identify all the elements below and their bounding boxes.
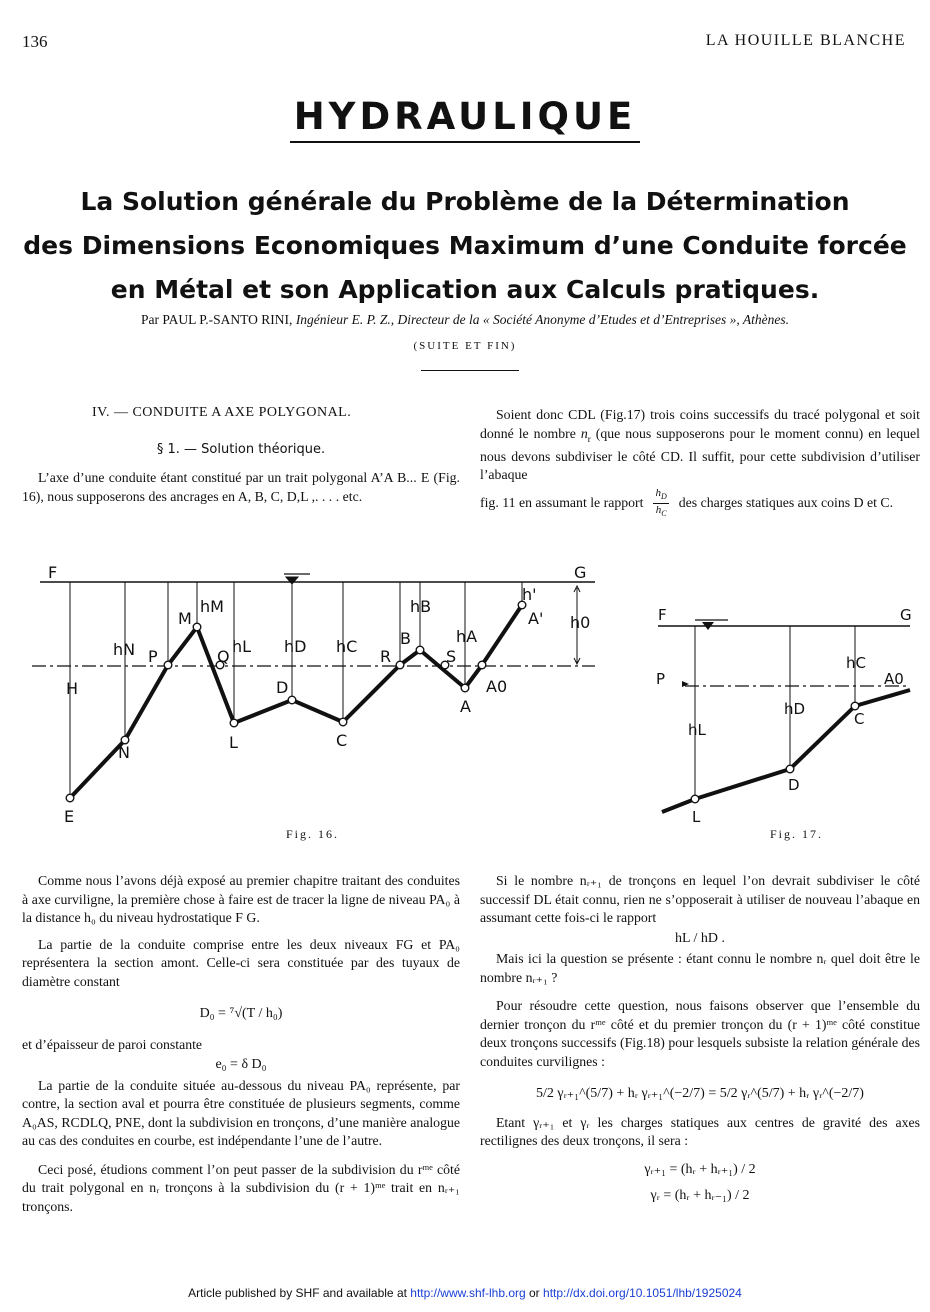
- fig16-label-G: G: [574, 563, 587, 582]
- fig16-label-A: A: [460, 697, 471, 716]
- fig16-label-F: F: [48, 563, 58, 582]
- paragraph: Etant γᵣ₊₁ et γᵣ les charges statiques aux centres de gravité des axes rectilignes des deux tronçons, il sera :: [480, 1114, 920, 1148]
- paragraph: Si le nombre nᵣ₊₁ de tronçons en lequel l’on devrait subdiviser le côté successif DL était connu, rien ne s’opposerait à utiliser de nouveau l’abaque en assumant cette fois-ci le rapport: [480, 873, 920, 925]
- fig17-label-L: L: [692, 808, 701, 826]
- fig16-label-hD: hD: [284, 637, 307, 656]
- left-column-bottom: [22, 872, 460, 1216]
- fig17-label-G: G: [900, 606, 912, 624]
- fig17-caption: Fig. 17.: [770, 827, 824, 841]
- fig16-label-S: S: [446, 647, 457, 666]
- article-title: [20, 180, 910, 312]
- fig17-label-A0: A0: [884, 670, 904, 688]
- fig16-label-D: D: [276, 678, 289, 697]
- fig16-label-hN: hN: [113, 640, 136, 659]
- footer: Article published by SHF and available at http://www.shf-lhb.org or http://dx.doi.org/10.1051/lhb/1925024: [188, 1286, 742, 1300]
- fig17-label-P: P: [656, 670, 666, 688]
- fig16-label-hC: hC: [336, 637, 358, 656]
- fig16-label-C: C: [336, 731, 348, 750]
- fig17-label-hC: hC: [846, 654, 866, 672]
- section-title: HYDRAULIQUE: [0, 95, 930, 138]
- fig16-caption: Fig. 16.: [286, 827, 340, 841]
- fig16-label-M: M: [178, 609, 192, 628]
- equation-diameter: D₀ = ⁷√(T / h₀): [199, 1006, 283, 1021]
- right-column-top: [480, 406, 920, 520]
- title-line-3: en Métal et son Application aux Calculs pratiques.: [110, 275, 820, 304]
- equation-gamma-r: γᵣ = (hᵣ + hᵣ₋₁) / 2: [650, 1188, 750, 1203]
- paragraph: L’axe d’une conduite étant constitué par un trait polygonal A’A B... E (Fig. 16), nous supposerons des ancrages en A, B, C, D,L ,. . . . etc.: [22, 470, 460, 504]
- fig16-label-Q: Q: [217, 647, 230, 666]
- fig16-label-L: L: [229, 733, 238, 752]
- subheading: § 1. — Solution théorique.: [156, 441, 326, 457]
- fig16-label-A-prime: A': [528, 609, 544, 628]
- fig16-label-P: P: [148, 647, 158, 666]
- paragraph: et d’épaisseur de paroi constante: [22, 1036, 203, 1052]
- paragraph: Mais ici la question se présente : étant connu le nombre nᵣ quel doit être le nombre nᵣ₊₁ ?: [480, 951, 920, 985]
- ratio-line: fig. 11 en assumant le rapport $h_D$ $h_C$ des charges statiques aux coins D et C.: [480, 486, 894, 519]
- paragraph: Soient donc CDL (Fig.17) trois coins successifs du tracé polygonal et soit donné le nombre $n_r$ (que nous supposerons pour le moment connu) en lequel nous devons subdiviser le côté CD. Il suffit, pour cette subdivision d’utiliser l’abaque: [480, 407, 920, 483]
- equation-thickness: e₀ = δ D₀: [215, 1057, 267, 1072]
- fig17-label-hD: hD: [784, 700, 806, 718]
- right-column-bottom: [480, 872, 920, 1206]
- paragraph: Comme nous l’avons déjà exposé au premier chapitre traitant des conduites à axe curviligne, la première chose à faire est de tracer la ligne de niveau PA₀ à la distance h₀ du niveau hydrostatique F G.: [22, 873, 460, 925]
- ratio-hl-hd: hL / hD .: [674, 930, 726, 946]
- fig16-label-R: R: [380, 647, 392, 666]
- fig16-label-A0: A0: [486, 677, 508, 696]
- fig16-label-N: N: [118, 743, 130, 762]
- fig17-label-F: F: [658, 606, 667, 624]
- title-line-1: La Solution générale du Problème de la Détermination: [80, 187, 850, 216]
- paragraph: Pour résoudre cette question, nous faisons observer que l’ensemble du dernier tronçon du rᵐᵉ côté et du premier tronçon du (r + 1)ᵐᵉ côté constitue deux tronçons successifs (Fig.18) pour lesquels subsiste la relation générale des conduites curvilignes :: [480, 998, 920, 1069]
- equation-relation: 5/2 γᵣ₊₁^(5/7) + hᵣ γᵣ₊₁^(−2/7) = 5/2 γᵣ^(5/7) + hᵣ γᵣ^(−2/7): [536, 1086, 864, 1101]
- paragraph: La partie de la conduite comprise entre les deux niveaux FG et PA₀ représentera la section amont. Celle-ci sera constituée par des tuyaux de diamètre constant: [22, 936, 460, 989]
- fig16-label-B: B: [400, 629, 411, 648]
- fig16-label-hL: hL: [232, 637, 252, 656]
- byline: Par PAUL P.-SANTO RINI, Ingénieur E. P. Z., Directeur de la « Société Anonyme d’Etudes et d’Entreprises », Athènes.: [141, 312, 789, 327]
- fig16-label-H: H: [66, 679, 79, 698]
- paragraph: La partie de la conduite située au-dessous du niveau PA₀ représente, par contre, la section aval et pourra être constituée de plusieurs segments, comme A₀AS, RCDLQ, PNE, dont la subdivision en tronçons, d’une manière analogue au cas des conduites en courbe, est indépendante l’une de l’autre.: [22, 1077, 460, 1148]
- fig16-label-h-prime: h': [522, 585, 537, 604]
- suite-label: (SUITE ET FIN): [413, 340, 517, 352]
- title-line-2: des Dimensions Economiques Maximum d’une Conduite forcée: [23, 231, 907, 260]
- figure-17: [640, 600, 920, 830]
- fig16-label-h0: h0: [570, 613, 591, 632]
- divider: [421, 370, 519, 371]
- fig16-label-hB: hB: [410, 597, 432, 616]
- fig16-label-hM: hM: [200, 597, 224, 616]
- paragraph: Ceci posé, étudions comment l’on peut passer de la subdivision du rᵐᵉ côté du trait polygonal en nᵣ tronçons à la subdivision du (r + 1)ᵐᵉ trait en nᵣ₊₁ tronçons.: [22, 1161, 460, 1214]
- fig16-label-hA: hA: [456, 627, 478, 646]
- doi-link[interactable]: http://dx.doi.org/10.1051/lhb/1925024: [543, 1286, 742, 1300]
- left-column-top: [22, 404, 460, 506]
- ratio-fraction: $h_D$ $h_C$: [655, 486, 667, 519]
- figure-16: [20, 560, 610, 850]
- fig17-label-hL: hL: [688, 721, 706, 739]
- fig16-label-E: E: [64, 807, 75, 826]
- shf-link[interactable]: http://www.shf-lhb.org: [410, 1286, 526, 1300]
- chapter-heading: IV. — CONDUITE A AXE POLYGONAL.: [92, 405, 352, 420]
- journal-name: LA HOUILLE BLANCHE: [705, 32, 906, 49]
- fig17-label-D: D: [788, 776, 800, 794]
- equation-gamma-r1: γᵣ₊₁ = (hᵣ + hᵣ₊₁) / 2: [644, 1161, 756, 1177]
- fig17-label-C: C: [854, 710, 865, 728]
- page-number: 136: [22, 32, 48, 51]
